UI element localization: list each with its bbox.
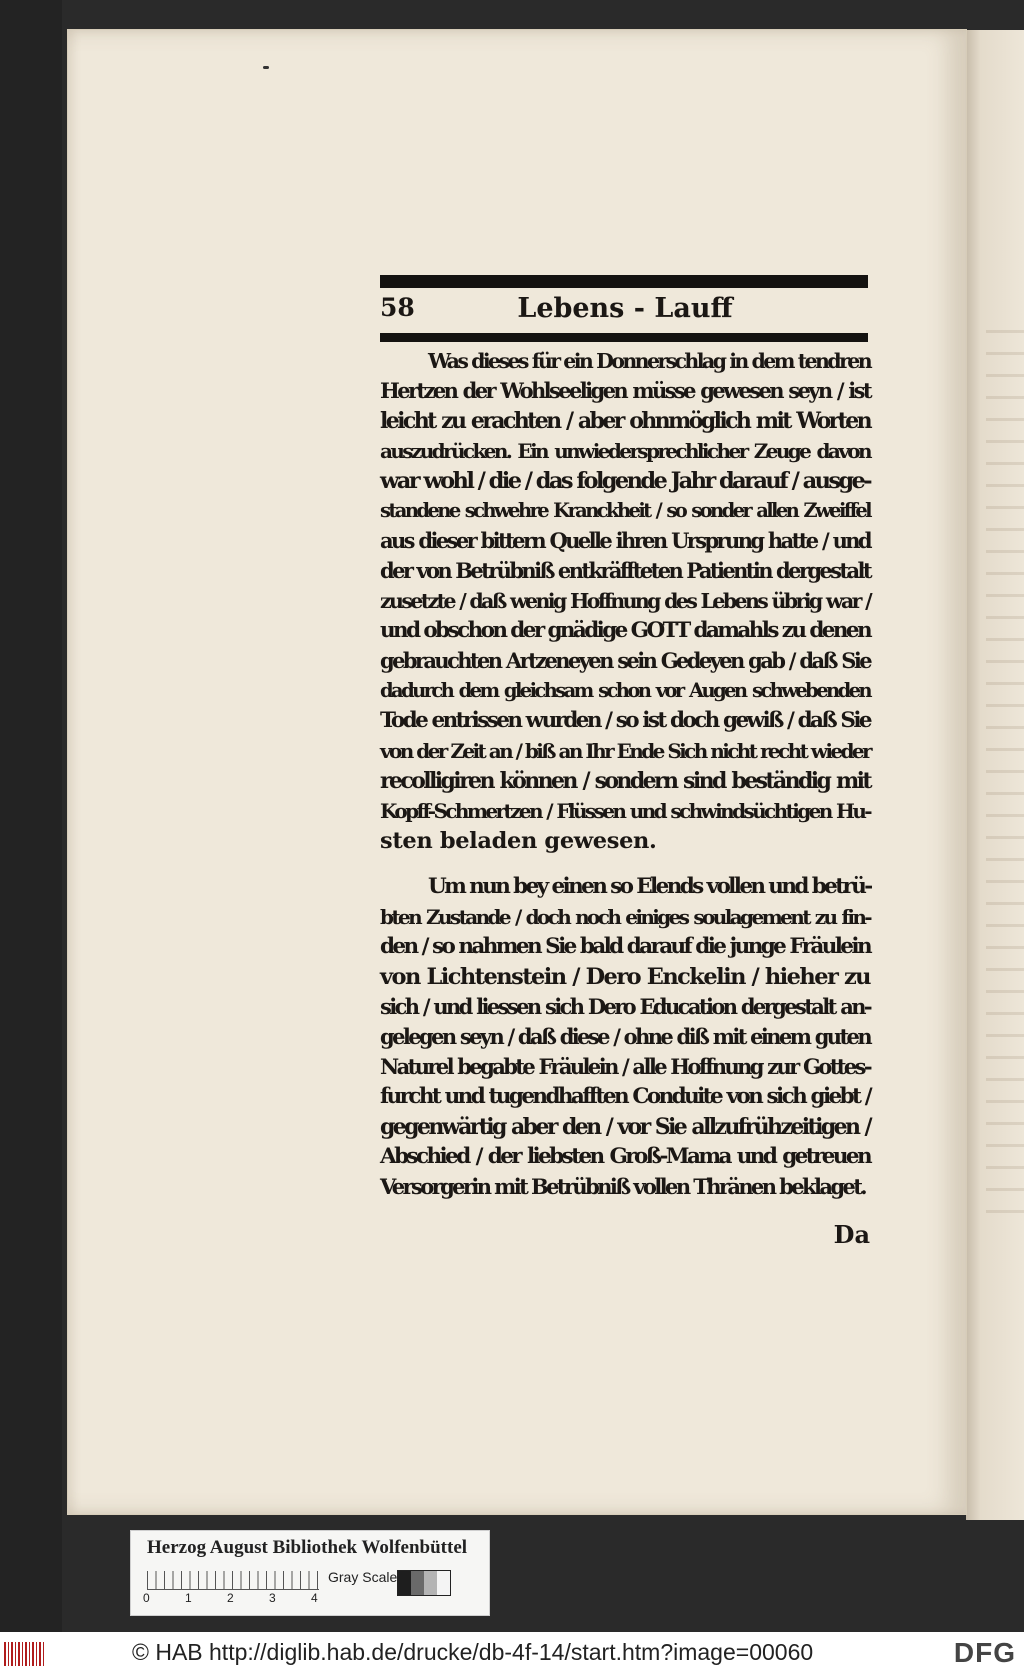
text-line: Abschied / der liebsten Groß-Mama und getreuen xyxy=(380,1144,870,1169)
text-line: bten Zustande / doch noch einiges soulagement zu fin- xyxy=(380,905,870,929)
paragraph-1 xyxy=(380,346,870,856)
footer-bar xyxy=(0,1632,1024,1674)
text-line: sich / und liessen sich Dero Education dergestalt an- xyxy=(380,994,870,1019)
text-line: und obschon der gnädige GOTT damahls zu denen xyxy=(380,618,870,643)
text-line: Was dieses für ein Donnerschlag in dem tendren xyxy=(428,349,870,373)
catchword: Da xyxy=(833,1220,870,1249)
ruler-label: 4 xyxy=(311,1591,318,1605)
gray-scale-label: Gray Scale xyxy=(328,1569,398,1585)
ruler-labels xyxy=(143,1591,333,1609)
page-number: 58 xyxy=(380,293,415,322)
ruler-label: 2 xyxy=(227,1591,234,1605)
text-line: recolligiren können / sondern sind beständig mit xyxy=(380,768,870,794)
barcode-icon xyxy=(4,1642,46,1666)
viewer-left-edge xyxy=(0,0,62,1632)
text-line: war wohl / die / das folgende Jahr darauf / ausge- xyxy=(380,468,870,494)
text-line: gelegen seyn / daß diese / ohne diß mit einem guten xyxy=(380,1024,870,1049)
measurement-ruler xyxy=(147,1571,319,1590)
text-line: Kopff-Schmertzen / Flüssen und schwindsüchtigen Hu- xyxy=(380,799,870,823)
text-line: sten beladen gewesen. xyxy=(380,828,657,854)
bleed-through-shading xyxy=(986,330,1024,1230)
ruler-label: 1 xyxy=(185,1591,192,1605)
ruler-label: 3 xyxy=(269,1591,276,1605)
page-header xyxy=(380,293,870,327)
text-line: standene schwehre Kranckheit / so sonder allen Zweiffel xyxy=(380,499,870,522)
gray-patch xyxy=(437,1571,450,1595)
header-rule-bottom xyxy=(380,333,868,342)
text-line: den / so nahmen Sie bald darauf die junge Fräulein xyxy=(380,934,870,959)
text-line: auszudrücken. Ein unwiedersprechlicher Zeuge davon xyxy=(380,439,870,463)
text-line: gebrauchten Artzeneyen sein Gedeyen gab / daß Sie xyxy=(380,648,870,673)
running-title: Lebens - Lauff xyxy=(517,293,733,324)
text-line: der von Betrübniß entkräffteten Patientin dergestalt xyxy=(380,558,870,583)
gray-patch xyxy=(411,1571,424,1595)
text-line: leicht zu erachten / aber ohnmöglich mit Worten xyxy=(380,408,870,434)
dfg-logo: DFG xyxy=(953,1637,1016,1668)
gray-patch xyxy=(424,1571,437,1595)
text-line: Naturel begabte Fräulein / alle Hoffnung zur Gottes- xyxy=(380,1054,870,1079)
gray-patch xyxy=(398,1571,411,1595)
header-rule-top xyxy=(380,275,868,288)
facing-page-edge xyxy=(966,30,1024,1520)
text-line: von der Zeit an / biß an Ihr Ende Sich nicht recht wieder xyxy=(380,739,870,763)
text-line: Tode entrissen wurden / so ist doch gewiß / daß Sie xyxy=(380,708,870,733)
text-line: aus dieser bittern Quelle ihren Ursprung hatte / und xyxy=(380,528,870,553)
text-line: von Lichtenstein / Dero Enckelin / hieher zu xyxy=(380,964,870,990)
paragraph-2 xyxy=(380,872,870,1202)
ruler-label: 0 xyxy=(143,1591,150,1605)
footer-source-link[interactable]: © HAB http://diglib.hab.de/drucke/db-4f-14/start.htm?image=00060 xyxy=(132,1639,814,1665)
text-line: dadurch dem gleichsam schon vor Augen schwebenden xyxy=(380,679,870,702)
text-line: Um nun bey einen so Elends vollen und betrü- xyxy=(428,874,871,899)
gray-scale-patches xyxy=(397,1570,451,1596)
text-line: furcht und tugendhafften Conduite von sich giebt / xyxy=(380,1084,870,1109)
text-line: gegenwärtig aber den / vor Sie allzufrühzeitigen / xyxy=(380,1114,870,1140)
text-line: Hertzen der Wohlseeligen müsse gewesen seyn / ist xyxy=(380,378,870,403)
text-line: Versorgerin mit Betrübniß vollen Thränen beklaget. xyxy=(380,1174,866,1199)
text-line: zusetzte / daß wenig Hoffnung des Lebens übrig war / xyxy=(380,589,870,613)
color-calibration-card xyxy=(130,1530,490,1616)
card-title: Herzog August Bibliothek Wolfenbüttel xyxy=(147,1537,468,1558)
ink-speck xyxy=(263,66,269,69)
catchword-line xyxy=(380,1220,870,1254)
